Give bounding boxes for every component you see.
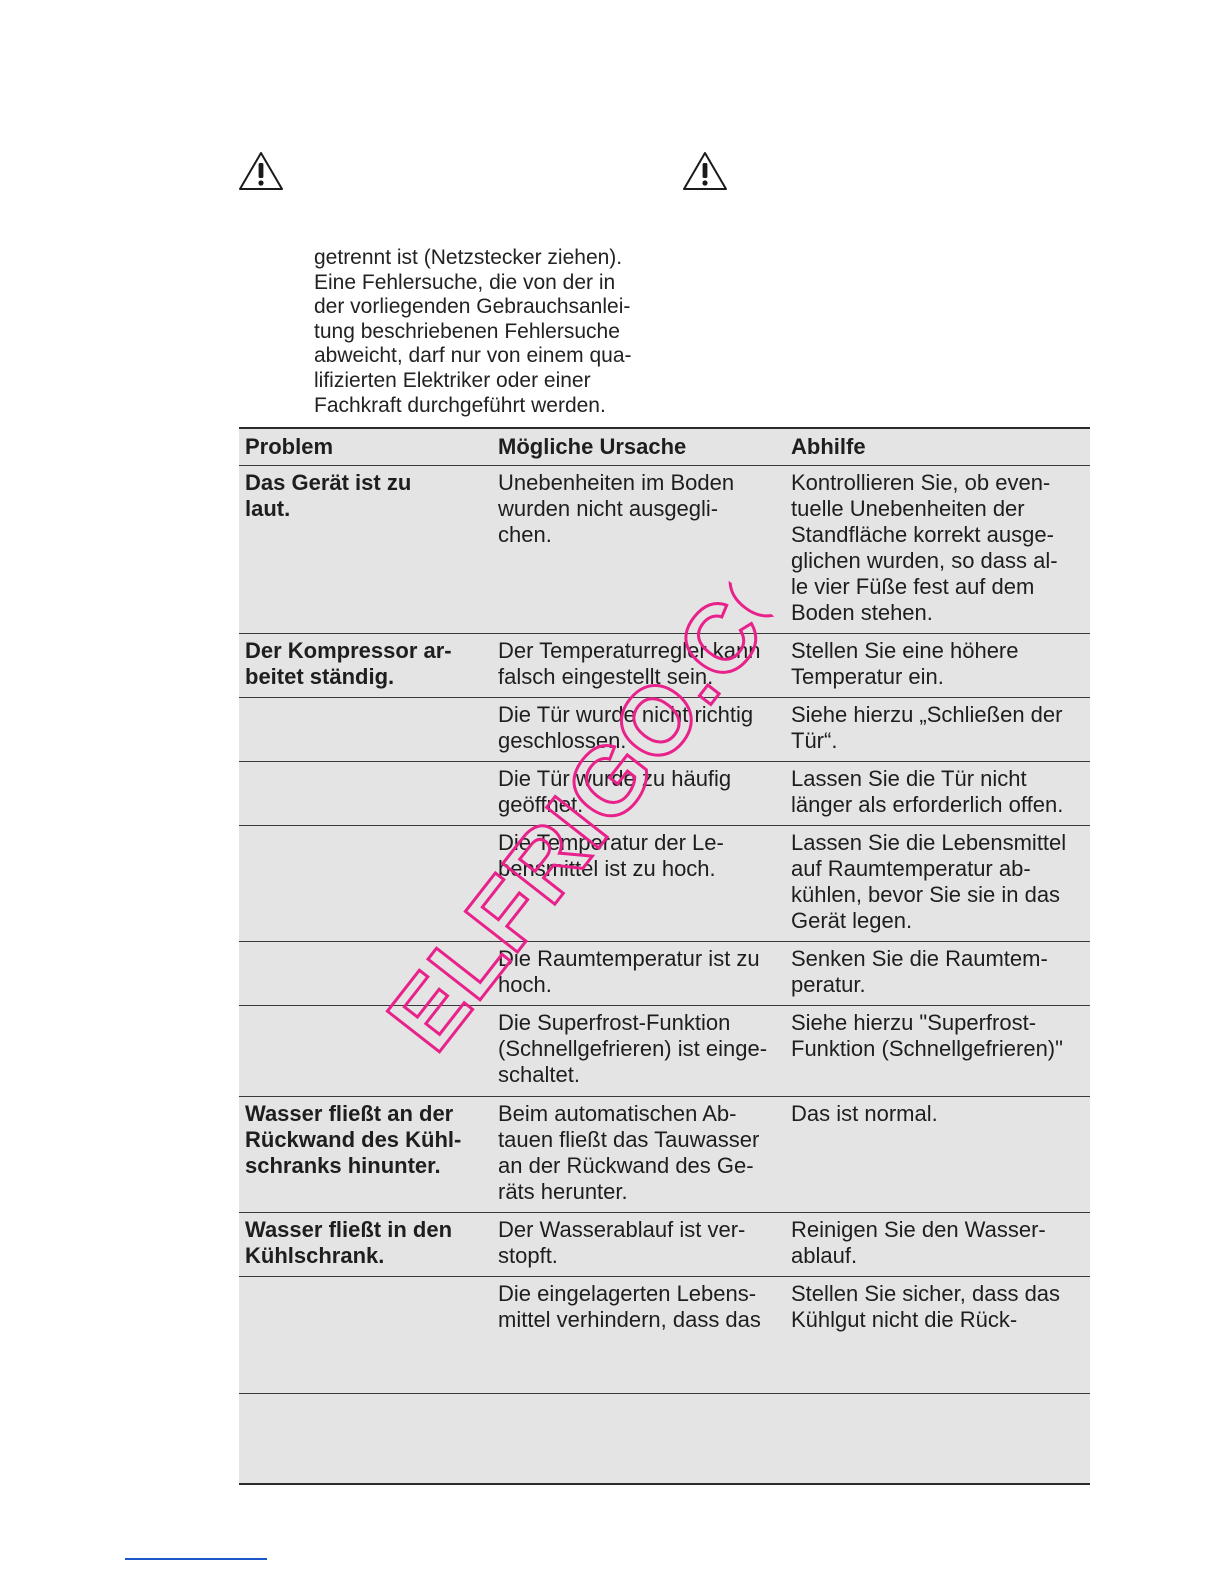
problem-cell	[239, 762, 492, 825]
cause-cell-line: mittel verhindern, dass das	[498, 1307, 761, 1332]
cause-cell-line: Die Superfrost-Funktion	[498, 1010, 731, 1035]
remedy-cell	[785, 1394, 1090, 1483]
problem-cell	[239, 826, 492, 941]
cause-cell	[492, 1006, 785, 1096]
table-row	[239, 762, 1090, 826]
header-remedy: Abhilfe	[791, 434, 866, 459]
problem-cell	[239, 942, 492, 1005]
header-problem: Problem	[245, 434, 334, 459]
remedy-cell	[785, 1006, 1090, 1096]
remedy-cell-line: länger als erforderlich offen.	[791, 792, 1064, 817]
table-row	[239, 1213, 1090, 1277]
cause-cell-line: Unebenheiten im Boden	[498, 470, 735, 495]
table-row	[239, 1394, 1090, 1483]
remedy-cell-line: Kontrollieren Sie, ob even-	[791, 470, 1051, 495]
problem-cell-line: Das Gerät ist zu	[245, 470, 412, 495]
cause-cell	[492, 466, 785, 633]
cause-cell-line: Die Raumtemperatur ist zu	[498, 946, 760, 971]
intro-line: der vorliegenden Gebrauchsanlei-	[314, 295, 631, 319]
intro-line: abweicht, darf nur von einem qua-	[314, 344, 632, 368]
table-header-row	[239, 429, 1090, 466]
cause-cell	[492, 942, 785, 1005]
cause-cell-line: stopft.	[498, 1243, 558, 1268]
cause-cell-line: räts herunter.	[498, 1179, 628, 1204]
remedy-cell	[785, 634, 1090, 697]
remedy-cell-line: Gerät legen.	[791, 908, 913, 933]
cause-cell-line: tauen fließt das Tauwasser	[498, 1127, 760, 1152]
remedy-cell-line: le vier Füße fest auf dem	[791, 574, 1035, 599]
remedy-cell	[785, 942, 1090, 1005]
problem-cell-line: laut.	[245, 496, 291, 521]
table-row	[239, 942, 1090, 1006]
remedy-cell-line: Temperatur ein.	[791, 664, 944, 689]
problem-cell	[239, 698, 492, 761]
problem-cell-line: Wasser fließt an der	[245, 1101, 454, 1126]
cause-cell-line: Die eingelagerten Lebens-	[498, 1281, 757, 1306]
intro-line: Fachkraft durchgeführt werden.	[314, 393, 606, 417]
remedy-cell-line: Stellen Sie eine höhere	[791, 638, 1019, 663]
table-row	[239, 826, 1090, 942]
remedy-cell-line: Siehe hierzu "Superfrost-	[791, 1010, 1037, 1035]
warning-triangle-icon	[238, 150, 284, 192]
remedy-cell-line: glichen wurden, so dass al-	[791, 548, 1058, 573]
problem-cell	[239, 1394, 492, 1483]
remedy-cell-line: Lassen Sie die Lebensmittel	[791, 830, 1067, 855]
problem-cell	[239, 1213, 492, 1276]
problem-cell	[239, 634, 492, 697]
header-cause: Mögliche Ursache	[498, 434, 687, 459]
problem-cell-line: Rückwand des Kühl-	[245, 1127, 462, 1152]
remedy-cell	[785, 1097, 1090, 1212]
cause-cell	[492, 698, 785, 761]
remedy-cell-line: Kühlgut nicht die Rück-	[791, 1307, 1018, 1332]
cause-cell	[492, 1213, 785, 1276]
cause-cell-line: Die Temperatur der Le-	[498, 830, 724, 855]
safety-notice-paragraph	[314, 246, 674, 418]
cause-cell-line: Der Temperaturregler kann	[498, 638, 761, 663]
problem-cell-line: Der Kompressor ar-	[245, 638, 452, 663]
cause-cell-line: Der Wasserablauf ist ver-	[498, 1217, 746, 1242]
table-row	[239, 1097, 1090, 1213]
remedy-cell-line: Funktion (Schnellgefrieren)"	[791, 1036, 1063, 1061]
problem-cell-line: Wasser fließt in den	[245, 1217, 453, 1242]
problem-cell	[239, 1006, 492, 1096]
remedy-cell	[785, 1277, 1090, 1393]
cause-cell	[492, 634, 785, 697]
cause-cell-line: bensmittel ist zu hoch.	[498, 856, 716, 881]
remedy-cell-line: peratur.	[791, 972, 866, 997]
cause-cell-line: schaltet.	[498, 1062, 580, 1087]
remedy-cell-line: Siehe hierzu „Schließen der	[791, 702, 1063, 727]
table-row	[239, 698, 1090, 762]
remedy-cell-line: Das ist normal.	[791, 1101, 938, 1126]
remedy-cell-line: Lassen Sie die Tür nicht	[791, 766, 1027, 791]
cause-cell	[492, 762, 785, 825]
intro-line: lifizierten Elektriker oder einer	[314, 368, 591, 392]
remedy-cell-line: tuelle Unebenheiten der	[791, 496, 1025, 521]
cause-cell-line: chen.	[498, 522, 552, 547]
problem-cell	[239, 1277, 492, 1393]
cause-cell-line: Die Tür wurde zu häufig	[498, 766, 732, 791]
troubleshooting-table	[239, 427, 1090, 1485]
remedy-cell-line: Stellen Sie sicher, dass das	[791, 1281, 1061, 1306]
cause-cell-line: geschlossen.	[498, 728, 627, 753]
cause-cell-line: hoch.	[498, 972, 552, 997]
cause-cell	[492, 1277, 785, 1393]
remedy-cell-line: Boden stehen.	[791, 600, 933, 625]
remedy-cell-line: Tür“.	[791, 728, 838, 753]
intro-line: getrennt ist (Netzstecker ziehen).	[314, 246, 623, 269]
problem-cell	[239, 466, 492, 633]
table-row	[239, 1006, 1090, 1097]
remedy-cell	[785, 466, 1090, 633]
remedy-cell	[785, 1213, 1090, 1276]
intro-line: Eine Fehlersuche, die von der in	[314, 270, 616, 294]
cause-cell-line: Die Tür wurde nicht richtig	[498, 702, 754, 727]
cause-cell-line: geöffnet.	[498, 792, 584, 817]
footer-link-underline	[125, 1558, 267, 1560]
problem-cell-line: Kühlschrank.	[245, 1243, 385, 1268]
remedy-cell-line: Standfläche korrekt ausge-	[791, 522, 1054, 547]
problem-cell-line: schranks hinunter.	[245, 1153, 441, 1178]
cause-cell	[492, 1394, 785, 1483]
cause-cell-line: (Schnellgefrieren) ist einge-	[498, 1036, 768, 1061]
cause-cell-line: wurden nicht ausgegli-	[498, 496, 719, 521]
warning-triangle-icon	[682, 150, 728, 192]
cause-cell	[492, 826, 785, 941]
problem-cell	[239, 1097, 492, 1212]
remedy-cell-line: Senken Sie die Raumtem-	[791, 946, 1048, 971]
cause-cell-line: falsch eingestellt sein.	[498, 664, 714, 689]
intro-line: tung beschriebenen Fehlersuche	[314, 319, 620, 343]
cause-cell-line: an der Rückwand des Ge-	[498, 1153, 754, 1178]
remedy-cell	[785, 826, 1090, 941]
remedy-cell	[785, 698, 1090, 761]
table-row	[239, 1277, 1090, 1394]
cause-cell	[492, 1097, 785, 1212]
table-row	[239, 634, 1090, 698]
cause-cell-line: Beim automatischen Ab-	[498, 1101, 737, 1126]
remedy-cell-line: Reinigen Sie den Wasser-	[791, 1217, 1046, 1242]
remedy-cell-line: kühlen, bevor Sie sie in das	[791, 882, 1061, 907]
problem-cell-line: beitet ständig.	[245, 664, 395, 689]
table-row	[239, 466, 1090, 634]
remedy-cell	[785, 762, 1090, 825]
remedy-cell-line: auf Raumtemperatur ab-	[791, 856, 1031, 881]
remedy-cell-line: ablauf.	[791, 1243, 858, 1268]
watermark-text: QUELFRIGO.COM	[360, 562, 800, 1078]
